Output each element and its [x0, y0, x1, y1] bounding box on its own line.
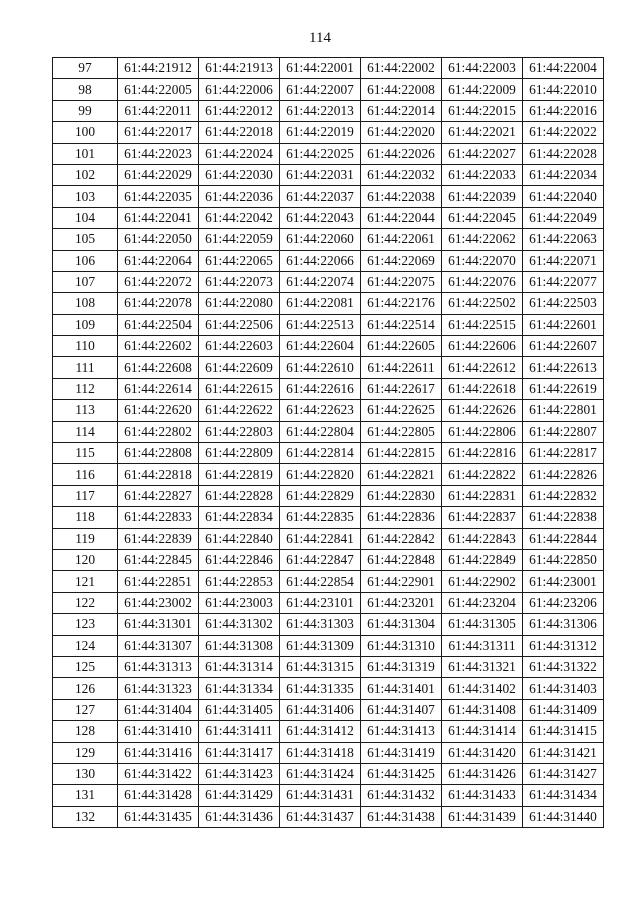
- table-row: [53, 699, 604, 720]
- cadastral-code-cell: 61:44:31438: [361, 806, 442, 827]
- cadastral-code-cell: 61:44:31309: [280, 635, 361, 656]
- cadastral-code-cell: 61:44:22848: [361, 549, 442, 570]
- cadastral-code-cell: 61:44:31405: [199, 699, 280, 720]
- cadastral-code-cell: 61:44:22514: [361, 314, 442, 335]
- cadastral-code-cell: 61:44:31305: [442, 614, 523, 635]
- cadastral-code-cell: 61:44:22017: [118, 122, 199, 143]
- row-number-cell: 125: [53, 656, 118, 677]
- cadastral-code-cell: 61:44:22065: [199, 250, 280, 271]
- row-number-cell: 113: [53, 400, 118, 421]
- cadastral-code-cell: 61:44:22513: [280, 314, 361, 335]
- table-row: [53, 164, 604, 185]
- cadastral-code-cell: 61:44:22009: [442, 79, 523, 100]
- cadastral-code-cell: 61:44:22845: [118, 549, 199, 570]
- row-number-cell: 123: [53, 614, 118, 635]
- cadastral-code-cell: 61:44:22006: [199, 79, 280, 100]
- cadastral-code-cell: 61:44:22063: [523, 229, 604, 250]
- cadastral-code-cell: 61:44:31401: [361, 678, 442, 699]
- row-number-cell: 130: [53, 763, 118, 784]
- cadastral-code-cell: 61:44:22506: [199, 314, 280, 335]
- cadastral-code-cell: 61:44:31302: [199, 614, 280, 635]
- row-number-cell: 127: [53, 699, 118, 720]
- cadastral-code-cell: 61:44:31440: [523, 806, 604, 827]
- cadastral-code-cell: 61:44:22060: [280, 229, 361, 250]
- row-number-cell: 99: [53, 100, 118, 121]
- cadastral-code-cell: 61:44:22071: [523, 250, 604, 271]
- row-number-cell: 121: [53, 571, 118, 592]
- row-number-cell: 109: [53, 314, 118, 335]
- cadastral-code-cell: 61:44:22022: [523, 122, 604, 143]
- cadastral-code-cell: 61:44:22844: [523, 528, 604, 549]
- cadastral-code-cell: 61:44:22619: [523, 378, 604, 399]
- table-row: [53, 400, 604, 421]
- table-row: [53, 763, 604, 784]
- cadastral-code-cell: 61:44:22603: [199, 336, 280, 357]
- cadastral-code-cell: 61:44:22021: [442, 122, 523, 143]
- cadastral-code-cell: 61:44:22503: [523, 293, 604, 314]
- cadastral-code-cell: 61:44:31303: [280, 614, 361, 635]
- row-number-cell: 112: [53, 378, 118, 399]
- cadastral-code-cell: 61:44:31429: [199, 785, 280, 806]
- row-number-cell: 110: [53, 336, 118, 357]
- cadastral-code-cell: 61:44:31313: [118, 656, 199, 677]
- table-row: [53, 378, 604, 399]
- cadastral-code-cell: 61:44:22016: [523, 100, 604, 121]
- cadastral-code-cell: 61:44:22076: [442, 271, 523, 292]
- cadastral-code-cell: 61:44:22615: [199, 378, 280, 399]
- cadastral-code-cell: 61:44:22002: [361, 58, 442, 79]
- cadastral-code-cell: 61:44:22815: [361, 443, 442, 464]
- cadastral-code-cell: 61:44:31306: [523, 614, 604, 635]
- cadastral-code-cell: 61:44:31425: [361, 763, 442, 784]
- table-row: [53, 464, 604, 485]
- cadastral-code-cell: 61:44:22617: [361, 378, 442, 399]
- cadastral-code-cell: 61:44:22049: [523, 207, 604, 228]
- row-number-cell: 102: [53, 164, 118, 185]
- table-row: [53, 614, 604, 635]
- cadastral-code-cell: 61:44:22843: [442, 528, 523, 549]
- cadastral-code-cell: 61:44:22064: [118, 250, 199, 271]
- table-row: [53, 250, 604, 271]
- cadastral-code-cell: 61:44:22623: [280, 400, 361, 421]
- row-number-cell: 119: [53, 528, 118, 549]
- cadastral-code-cell: 61:44:22821: [361, 464, 442, 485]
- table-row: [53, 122, 604, 143]
- table-row: [53, 507, 604, 528]
- cadastral-code-cell: 61:44:22802: [118, 421, 199, 442]
- cadastral-code-cell: 61:44:22023: [118, 143, 199, 164]
- cadastral-code-cell: 61:44:31311: [442, 635, 523, 656]
- cadastral-code-cell: 61:44:22826: [523, 464, 604, 485]
- cadastral-code-cell: 61:44:22019: [280, 122, 361, 143]
- cadastral-code-cell: 61:44:31426: [442, 763, 523, 784]
- cadastral-code-cell: 61:44:22835: [280, 507, 361, 528]
- cadastral-code-cell: 61:44:31436: [199, 806, 280, 827]
- cadastral-code-cell: 61:44:22073: [199, 271, 280, 292]
- cadastral-code-cell: 61:44:23201: [361, 592, 442, 613]
- table-row: [53, 785, 604, 806]
- cadastral-code-cell: 61:44:22849: [442, 549, 523, 570]
- cadastral-code-cell: 61:44:31310: [361, 635, 442, 656]
- cadastral-code-cell: 61:44:22806: [442, 421, 523, 442]
- cadastral-code-cell: 61:44:31314: [199, 656, 280, 677]
- cadastral-code-cell: 61:44:31304: [361, 614, 442, 635]
- cadastral-code-cell: 61:44:31421: [523, 742, 604, 763]
- row-number-cell: 131: [53, 785, 118, 806]
- cadastral-code-cell: 61:44:22836: [361, 507, 442, 528]
- cadastral-code-cell: 61:44:22840: [199, 528, 280, 549]
- cadastral-code-cell: 61:44:22010: [523, 79, 604, 100]
- row-number-cell: 115: [53, 443, 118, 464]
- table-body: [53, 58, 604, 828]
- cadastral-code-cell: 61:44:22080: [199, 293, 280, 314]
- row-number-cell: 103: [53, 186, 118, 207]
- row-number-cell: 129: [53, 742, 118, 763]
- cadastral-code-cell: 61:44:22031: [280, 164, 361, 185]
- cadastral-code-cell: 61:44:31432: [361, 785, 442, 806]
- cadastral-code-cell: 61:44:22515: [442, 314, 523, 335]
- cadastral-code-cell: 61:44:22817: [523, 443, 604, 464]
- row-number-cell: 120: [53, 549, 118, 570]
- cadastral-code-cell: 61:44:22838: [523, 507, 604, 528]
- cadastral-code-cell: 61:44:22020: [361, 122, 442, 143]
- cadastral-quarters-table: [52, 57, 604, 828]
- cadastral-code-cell: 61:44:31424: [280, 763, 361, 784]
- cadastral-code-cell: 61:44:22030: [199, 164, 280, 185]
- cadastral-code-cell: 61:44:22839: [118, 528, 199, 549]
- cadastral-code-cell: 61:44:31410: [118, 721, 199, 742]
- table-row: [53, 485, 604, 506]
- cadastral-code-cell: 61:44:22851: [118, 571, 199, 592]
- cadastral-code-cell: 61:44:22602: [118, 336, 199, 357]
- cadastral-code-cell: 61:44:31412: [280, 721, 361, 742]
- cadastral-code-cell: 61:44:23101: [280, 592, 361, 613]
- table-row: [53, 635, 604, 656]
- cadastral-code-cell: 61:44:31418: [280, 742, 361, 763]
- cadastral-code-cell: 61:44:22820: [280, 464, 361, 485]
- row-number-cell: 101: [53, 143, 118, 164]
- cadastral-code-cell: 61:44:22614: [118, 378, 199, 399]
- cadastral-code-cell: 61:44:22606: [442, 336, 523, 357]
- table-row: [53, 207, 604, 228]
- cadastral-code-cell: 61:44:31404: [118, 699, 199, 720]
- cadastral-code-cell: 61:44:31435: [118, 806, 199, 827]
- cadastral-code-cell: 61:44:23001: [523, 571, 604, 592]
- cadastral-code-cell: 61:44:22013: [280, 100, 361, 121]
- cadastral-code-cell: 61:44:31319: [361, 656, 442, 677]
- cadastral-code-cell: 61:44:22027: [442, 143, 523, 164]
- cadastral-code-cell: 61:44:22066: [280, 250, 361, 271]
- cadastral-code-cell: 61:44:31422: [118, 763, 199, 784]
- cadastral-code-cell: 61:44:22618: [442, 378, 523, 399]
- cadastral-code-cell: 61:44:22834: [199, 507, 280, 528]
- cadastral-code-cell: 61:44:22833: [118, 507, 199, 528]
- cadastral-code-cell: 61:44:22601: [523, 314, 604, 335]
- row-number-cell: 104: [53, 207, 118, 228]
- cadastral-code-cell: 61:44:22029: [118, 164, 199, 185]
- row-number-cell: 100: [53, 122, 118, 143]
- table-row: [53, 79, 604, 100]
- row-number-cell: 122: [53, 592, 118, 613]
- row-number-cell: 98: [53, 79, 118, 100]
- cadastral-code-cell: 61:44:31439: [442, 806, 523, 827]
- cadastral-code-cell: 61:44:22028: [523, 143, 604, 164]
- table-row: [53, 656, 604, 677]
- cadastral-code-cell: 61:44:31433: [442, 785, 523, 806]
- cadastral-code-cell: 61:44:22831: [442, 485, 523, 506]
- cadastral-code-cell: 61:44:31409: [523, 699, 604, 720]
- cadastral-code-cell: 61:44:22809: [199, 443, 280, 464]
- cadastral-code-cell: 61:44:22014: [361, 100, 442, 121]
- table-row: [53, 721, 604, 742]
- cadastral-code-cell: 61:44:22042: [199, 207, 280, 228]
- cadastral-code-cell: 61:44:31301: [118, 614, 199, 635]
- cadastral-code-cell: 61:44:22015: [442, 100, 523, 121]
- row-number-cell: 132: [53, 806, 118, 827]
- table-row: [53, 143, 604, 164]
- cadastral-code-cell: 61:44:22832: [523, 485, 604, 506]
- table-row: [53, 443, 604, 464]
- cadastral-code-cell: 61:44:22007: [280, 79, 361, 100]
- row-number-cell: 106: [53, 250, 118, 271]
- row-number-cell: 108: [53, 293, 118, 314]
- cadastral-code-cell: 61:44:22040: [523, 186, 604, 207]
- cadastral-code-cell: 61:44:31413: [361, 721, 442, 742]
- cadastral-code-cell: 61:44:22018: [199, 122, 280, 143]
- cadastral-code-cell: 61:44:22822: [442, 464, 523, 485]
- cadastral-code-cell: 61:44:23204: [442, 592, 523, 613]
- cadastral-code-cell: 61:44:31428: [118, 785, 199, 806]
- cadastral-code-cell: 61:44:22001: [280, 58, 361, 79]
- cadastral-code-cell: 61:44:31420: [442, 742, 523, 763]
- cadastral-code-cell: 61:44:22502: [442, 293, 523, 314]
- cadastral-code-cell: 61:44:22814: [280, 443, 361, 464]
- cadastral-code-cell: 61:44:31411: [199, 721, 280, 742]
- cadastral-code-cell: 61:44:22626: [442, 400, 523, 421]
- cadastral-code-cell: 61:44:22005: [118, 79, 199, 100]
- cadastral-code-cell: 61:44:22075: [361, 271, 442, 292]
- cadastral-code-cell: 61:44:22008: [361, 79, 442, 100]
- cadastral-code-cell: 61:44:31312: [523, 635, 604, 656]
- cadastral-code-cell: 61:44:31437: [280, 806, 361, 827]
- cadastral-code-cell: 61:44:22853: [199, 571, 280, 592]
- table-row: [53, 229, 604, 250]
- table-row: [53, 571, 604, 592]
- cadastral-code-cell: 61:44:22024: [199, 143, 280, 164]
- cadastral-code-cell: 61:44:22077: [523, 271, 604, 292]
- cadastral-code-cell: 61:44:31434: [523, 785, 604, 806]
- table-row: [53, 271, 604, 292]
- cadastral-code-cell: 61:44:31417: [199, 742, 280, 763]
- cadastral-code-cell: 61:44:31427: [523, 763, 604, 784]
- table-row: [53, 549, 604, 570]
- table-row: [53, 314, 604, 335]
- cadastral-code-cell: 61:44:31415: [523, 721, 604, 742]
- cadastral-code-cell: 61:44:21912: [118, 58, 199, 79]
- cadastral-code-cell: 61:44:22828: [199, 485, 280, 506]
- cadastral-code-cell: 61:44:22625: [361, 400, 442, 421]
- cadastral-code-cell: 61:44:31419: [361, 742, 442, 763]
- cadastral-code-cell: 61:44:22607: [523, 336, 604, 357]
- cadastral-code-cell: 61:44:22043: [280, 207, 361, 228]
- row-number-cell: 117: [53, 485, 118, 506]
- cadastral-code-cell: 61:44:22045: [442, 207, 523, 228]
- cadastral-code-cell: 61:44:22604: [280, 336, 361, 357]
- cadastral-code-cell: 61:44:22061: [361, 229, 442, 250]
- cadastral-code-cell: 61:44:22620: [118, 400, 199, 421]
- table-row: [53, 806, 604, 827]
- cadastral-code-cell: 61:44:22078: [118, 293, 199, 314]
- row-number-cell: 124: [53, 635, 118, 656]
- cadastral-code-cell: 61:44:22059: [199, 229, 280, 250]
- cadastral-code-cell: 61:44:22072: [118, 271, 199, 292]
- cadastral-code-cell: 61:44:22081: [280, 293, 361, 314]
- cadastral-code-cell: 61:44:22074: [280, 271, 361, 292]
- cadastral-code-cell: 61:44:31414: [442, 721, 523, 742]
- cadastral-code-cell: 61:44:22803: [199, 421, 280, 442]
- page-number: 114: [309, 30, 331, 46]
- cadastral-code-cell: 61:44:22610: [280, 357, 361, 378]
- cadastral-code-cell: 61:44:31334: [199, 678, 280, 699]
- cadastral-code-cell: 61:44:22805: [361, 421, 442, 442]
- cadastral-code-cell: 61:44:22069: [361, 250, 442, 271]
- row-number-cell: 126: [53, 678, 118, 699]
- cadastral-code-cell: 61:44:22004: [523, 58, 604, 79]
- cadastral-code-cell: 61:44:22026: [361, 143, 442, 164]
- cadastral-code-cell: 61:44:22819: [199, 464, 280, 485]
- cadastral-code-cell: 61:44:22818: [118, 464, 199, 485]
- cadastral-code-cell: 61:44:22012: [199, 100, 280, 121]
- cadastral-code-cell: 61:44:21913: [199, 58, 280, 79]
- cadastral-code-cell: 61:44:22827: [118, 485, 199, 506]
- cadastral-code-cell: 61:44:22842: [361, 528, 442, 549]
- cadastral-code-cell: 61:44:22902: [442, 571, 523, 592]
- cadastral-code-cell: 61:44:31403: [523, 678, 604, 699]
- cadastral-code-cell: 61:44:31408: [442, 699, 523, 720]
- cadastral-code-cell: 61:44:31323: [118, 678, 199, 699]
- cadastral-code-cell: 61:44:22850: [523, 549, 604, 570]
- cadastral-code-cell: 61:44:31416: [118, 742, 199, 763]
- cadastral-code-cell: 61:44:22062: [442, 229, 523, 250]
- cadastral-code-cell: 61:44:22070: [442, 250, 523, 271]
- row-number-cell: 107: [53, 271, 118, 292]
- table-row: [53, 357, 604, 378]
- cadastral-code-cell: 61:44:22829: [280, 485, 361, 506]
- cadastral-code-cell: 61:44:22025: [280, 143, 361, 164]
- cadastral-code-cell: 61:44:31308: [199, 635, 280, 656]
- cadastral-code-cell: 61:44:22622: [199, 400, 280, 421]
- cadastral-code-cell: 61:44:22807: [523, 421, 604, 442]
- row-number-cell: 97: [53, 58, 118, 79]
- cadastral-code-cell: 61:44:31407: [361, 699, 442, 720]
- cadastral-code-cell: 61:44:22609: [199, 357, 280, 378]
- cadastral-code-cell: 61:44:22846: [199, 549, 280, 570]
- table-row: [53, 293, 604, 314]
- cadastral-code-cell: 61:44:22841: [280, 528, 361, 549]
- cadastral-code-cell: 61:44:22801: [523, 400, 604, 421]
- cadastral-code-cell: 61:44:22830: [361, 485, 442, 506]
- cadastral-code-cell: 61:44:22611: [361, 357, 442, 378]
- cadastral-code-cell: 61:44:22804: [280, 421, 361, 442]
- cadastral-code-cell: 61:44:22038: [361, 186, 442, 207]
- cadastral-code-cell: 61:44:22041: [118, 207, 199, 228]
- cadastral-code-cell: 61:44:31406: [280, 699, 361, 720]
- row-number-cell: 111: [53, 357, 118, 378]
- cadastral-code-cell: 61:44:22036: [199, 186, 280, 207]
- cadastral-code-cell: 61:44:22808: [118, 443, 199, 464]
- table-row: [53, 678, 604, 699]
- cadastral-code-cell: 61:44:31321: [442, 656, 523, 677]
- table-row: [53, 58, 604, 79]
- row-number-cell: 114: [53, 421, 118, 442]
- cadastral-code-cell: 61:44:22034: [523, 164, 604, 185]
- cadastral-code-cell: 61:44:31307: [118, 635, 199, 656]
- row-number-cell: 105: [53, 229, 118, 250]
- cadastral-code-cell: 61:44:31431: [280, 785, 361, 806]
- cadastral-code-cell: 61:44:22608: [118, 357, 199, 378]
- cadastral-code-cell: 61:44:22035: [118, 186, 199, 207]
- cadastral-code-cell: 61:44:22504: [118, 314, 199, 335]
- row-number-cell: 118: [53, 507, 118, 528]
- cadastral-code-cell: 61:44:23206: [523, 592, 604, 613]
- cadastral-code-cell: 61:44:31423: [199, 763, 280, 784]
- cadastral-code-cell: 61:44:31402: [442, 678, 523, 699]
- cadastral-code-cell: 61:44:22050: [118, 229, 199, 250]
- cadastral-code-cell: 61:44:22037: [280, 186, 361, 207]
- cadastral-code-cell: 61:44:22044: [361, 207, 442, 228]
- cadastral-code-cell: 61:44:23002: [118, 592, 199, 613]
- table-row: [53, 336, 604, 357]
- cadastral-code-cell: 61:44:22176: [361, 293, 442, 314]
- cadastral-code-cell: 61:44:22854: [280, 571, 361, 592]
- cadastral-code-cell: 61:44:22011: [118, 100, 199, 121]
- table-row: [53, 100, 604, 121]
- cadastral-code-cell: 61:44:23003: [199, 592, 280, 613]
- table-row: [53, 592, 604, 613]
- cadastral-code-cell: 61:44:22613: [523, 357, 604, 378]
- table-row: [53, 186, 604, 207]
- cadastral-code-cell: 61:44:31335: [280, 678, 361, 699]
- row-number-cell: 116: [53, 464, 118, 485]
- cadastral-code-cell: 61:44:22837: [442, 507, 523, 528]
- cadastral-code-cell: 61:44:22901: [361, 571, 442, 592]
- cadastral-code-cell: 61:44:22003: [442, 58, 523, 79]
- cadastral-code-cell: 61:44:31315: [280, 656, 361, 677]
- cadastral-code-cell: 61:44:22847: [280, 549, 361, 570]
- row-number-cell: 128: [53, 721, 118, 742]
- cadastral-code-cell: 61:44:31322: [523, 656, 604, 677]
- cadastral-code-cell: 61:44:22039: [442, 186, 523, 207]
- cadastral-code-cell: 61:44:22032: [361, 164, 442, 185]
- cadastral-code-cell: 61:44:22616: [280, 378, 361, 399]
- table-row: [53, 742, 604, 763]
- table-row: [53, 528, 604, 549]
- cadastral-code-cell: 61:44:22816: [442, 443, 523, 464]
- cadastral-code-cell: 61:44:22612: [442, 357, 523, 378]
- cadastral-code-cell: 61:44:22033: [442, 164, 523, 185]
- table-row: [53, 421, 604, 442]
- cadastral-code-cell: 61:44:22605: [361, 336, 442, 357]
